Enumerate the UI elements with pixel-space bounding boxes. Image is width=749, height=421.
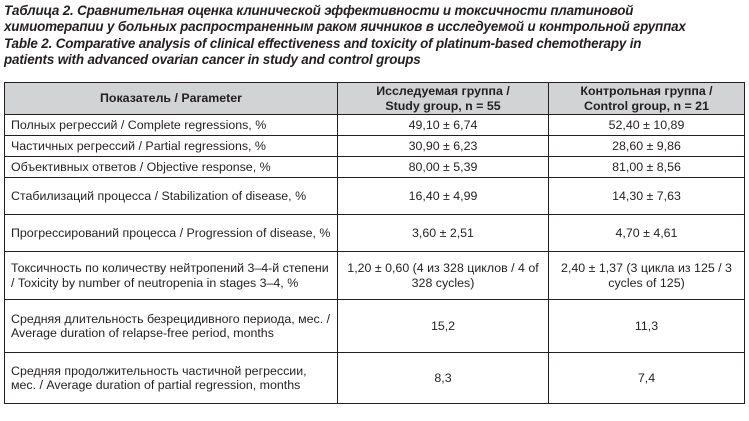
- table-row: [5, 136, 745, 157]
- caption-line-2: химиотерапии у больных распространенным раком яичников в исследуемой и контрольной группах: [4, 19, 686, 35]
- study-value-cell: 16,40 ± 4,99: [338, 178, 549, 215]
- study-value-cell: 8,3: [338, 353, 549, 404]
- table-row: [5, 178, 745, 215]
- caption-line-3: Table 2. Comparative analysis of clinical effectiveness and toxicity of platinum-based chemotherapy in: [4, 35, 642, 51]
- table-row: [5, 300, 745, 353]
- study-value-cell: 80,00 ± 5,39: [338, 157, 549, 178]
- header-row: [5, 83, 745, 115]
- table-row: [5, 353, 745, 404]
- parameter-cell: Объективных ответов / Objective response, %: [5, 157, 338, 178]
- control-value-cell: 14,30 ± 7,63: [549, 178, 745, 215]
- parameter-cell: Прогрессирований процесса / Progression of disease, %: [5, 215, 338, 252]
- header-study-line-1: Исследуемая группа /: [376, 84, 510, 99]
- control-value-cell: 4,70 ± 4,61: [549, 215, 745, 252]
- table-caption: [4, 3, 746, 69]
- header-parameter: Показатель / Parameter: [5, 83, 338, 115]
- table-row: [5, 215, 745, 252]
- control-value-cell: 81,00 ± 8,56: [549, 157, 745, 178]
- parameter-cell: Средняя длительность безрецидивного периода, мес. / Average duration of relapse-free period, months: [5, 300, 338, 353]
- study-value-cell: 49,10 ± 6,74: [338, 115, 549, 136]
- header-control-group: [549, 83, 745, 115]
- table-row: [5, 115, 745, 136]
- control-value-cell: 52,40 ± 10,89: [549, 115, 745, 136]
- header-control-line-1: Контрольная группа /: [580, 84, 713, 99]
- study-value-cell: 15,2: [338, 300, 549, 353]
- parameter-cell: Полных регрессий / Complete regressions, %: [5, 115, 338, 136]
- control-value-cell: 28,60 ± 9,86: [549, 136, 745, 157]
- parameter-cell: Частичных регрессий / Partial regressions, %: [5, 136, 338, 157]
- control-value-cell: 7,4: [549, 353, 745, 404]
- study-value-cell: 1,20 ± 0,60 (4 из 328 циклов / 4 of 328 cycles): [338, 252, 549, 300]
- parameter-cell: Средняя продолжительность частичной регрессии, мес. / Average duration of partial regression, months: [5, 353, 338, 404]
- comparison-table: [4, 82, 745, 404]
- control-value-cell: 11,3: [549, 300, 745, 353]
- header-study-line-2: Study group, n = 55: [385, 98, 501, 113]
- caption-line-4: patients with advanced ovarian cancer in study and control groups: [4, 52, 421, 68]
- parameter-cell: Токсичность по количеству нейтропений 3–4-й степени / Toxicity by number of neutropenia in stages 3–4, %: [5, 252, 338, 300]
- parameter-cell: Стабилизаций процесса / Stabilization of disease, %: [5, 178, 338, 215]
- study-value-cell: 30,90 ± 6,23: [338, 136, 549, 157]
- table-row: [5, 252, 745, 300]
- header-control-line-2: Control group, n = 21: [584, 98, 709, 113]
- caption-line-1: Таблица 2. Сравнительная оценка клинической эффективности и токсичности платиновой: [4, 3, 634, 18]
- study-value-cell: 3,60 ± 2,51: [338, 215, 549, 252]
- table-row: [5, 157, 745, 178]
- control-value-cell: 2,40 ± 1,37 (3 цикла из 125 / 3 cycles of 125): [549, 252, 745, 300]
- header-study-group: [338, 83, 549, 115]
